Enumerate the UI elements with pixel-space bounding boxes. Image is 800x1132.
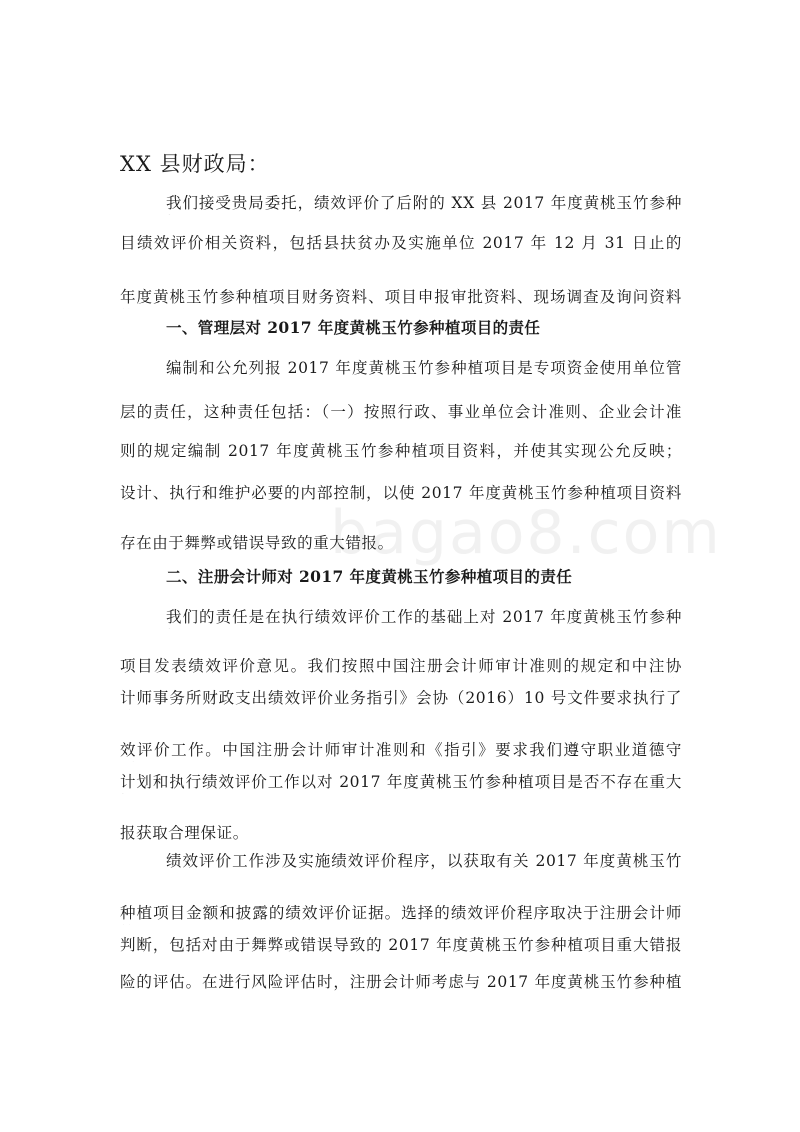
section-2-p2-line-4: 险的评估。在进行风险评估时，注册会计师考虑与 2017 年度黄桃玉竹参种植: [120, 973, 682, 991]
watermark: bagao8.com: [330, 498, 722, 568]
section-2-p1-line-6: 报获取合理保证。: [120, 824, 249, 842]
section-2-heading: 二、注册会计师对 2017 年度黄桃玉竹参种植项目的责任: [166, 567, 573, 586]
section-2-p1-line-3: 计师事务所财政支出绩效评价业务指引》会协（2016）10 号文件要求执行了: [120, 689, 682, 707]
section-2-p1-line-4: 效评价工作。中国注册会计师审计准则和《指引》要求我们遵守职业道德守: [120, 741, 682, 759]
section-2-p1-line-1: 我们的责任是在执行绩效评价工作的基础上对 2017 年度黄桃玉竹参种: [166, 608, 682, 626]
salutation: XX 县财政局：: [120, 152, 270, 176]
section-2-p2-line-2: 种植项目金额和披露的绩效评价证据。选择的绩效评价程序取决于注册会计师: [120, 904, 682, 922]
section-1-line-2: 层的责任，这种责任包括：（一）按照行政、事业单位会计准则、企业会计准: [120, 403, 682, 421]
section-2-p2-line-3: 判断，包括对由于舞弊或错误导致的 2017 年度黄桃玉竹参种植项目重大错报: [120, 936, 682, 954]
section-2-p2-line-1: 绩效评价工作涉及实施绩效评价程序，以获取有关 2017 年度黄桃玉竹: [166, 852, 682, 870]
section-1-line-5: 存在由于舞弊或错误导致的重大错报。: [120, 534, 394, 552]
intro-line-1: 我们接受贵局委托，绩效评价了后附的 XX 县 2017 年度黄桃玉竹参种: [166, 194, 682, 212]
section-1-line-1: 编制和公允列报 2017 年度黄桃玉竹参种植项目是专项资金使用单位管: [166, 359, 682, 377]
intro-line-3: 年度黄桃玉竹参种植项目财务资料、项目申报审批资料、现场调查及询问资料: [120, 288, 682, 306]
section-2-p1-line-5: 计划和执行绩效评价工作以对 2017 年度黄桃玉竹参种植项目是否不存在重大: [120, 773, 682, 791]
section-1-line-4: 设计、执行和维护必要的内部控制，以使 2017 年度黄桃玉竹参种植项目资料: [120, 484, 682, 502]
section-2-p1-line-2: 项目发表绩效评价意见。我们按照中国注册会计师审计准则的规定和中注协: [120, 657, 682, 675]
intro-line-2: 目绩效评价相关资料，包括县扶贫办及实施单位 2017 年 12 月 31 日止的: [120, 234, 682, 252]
section-1-line-3: 则的规定编制 2017 年度黄桃玉竹参种植项目资料，并使其实现公允反映；: [120, 442, 682, 460]
section-1-heading: 一、管理层对 2017 年度黄桃玉竹参种植项目的责任: [166, 318, 541, 337]
